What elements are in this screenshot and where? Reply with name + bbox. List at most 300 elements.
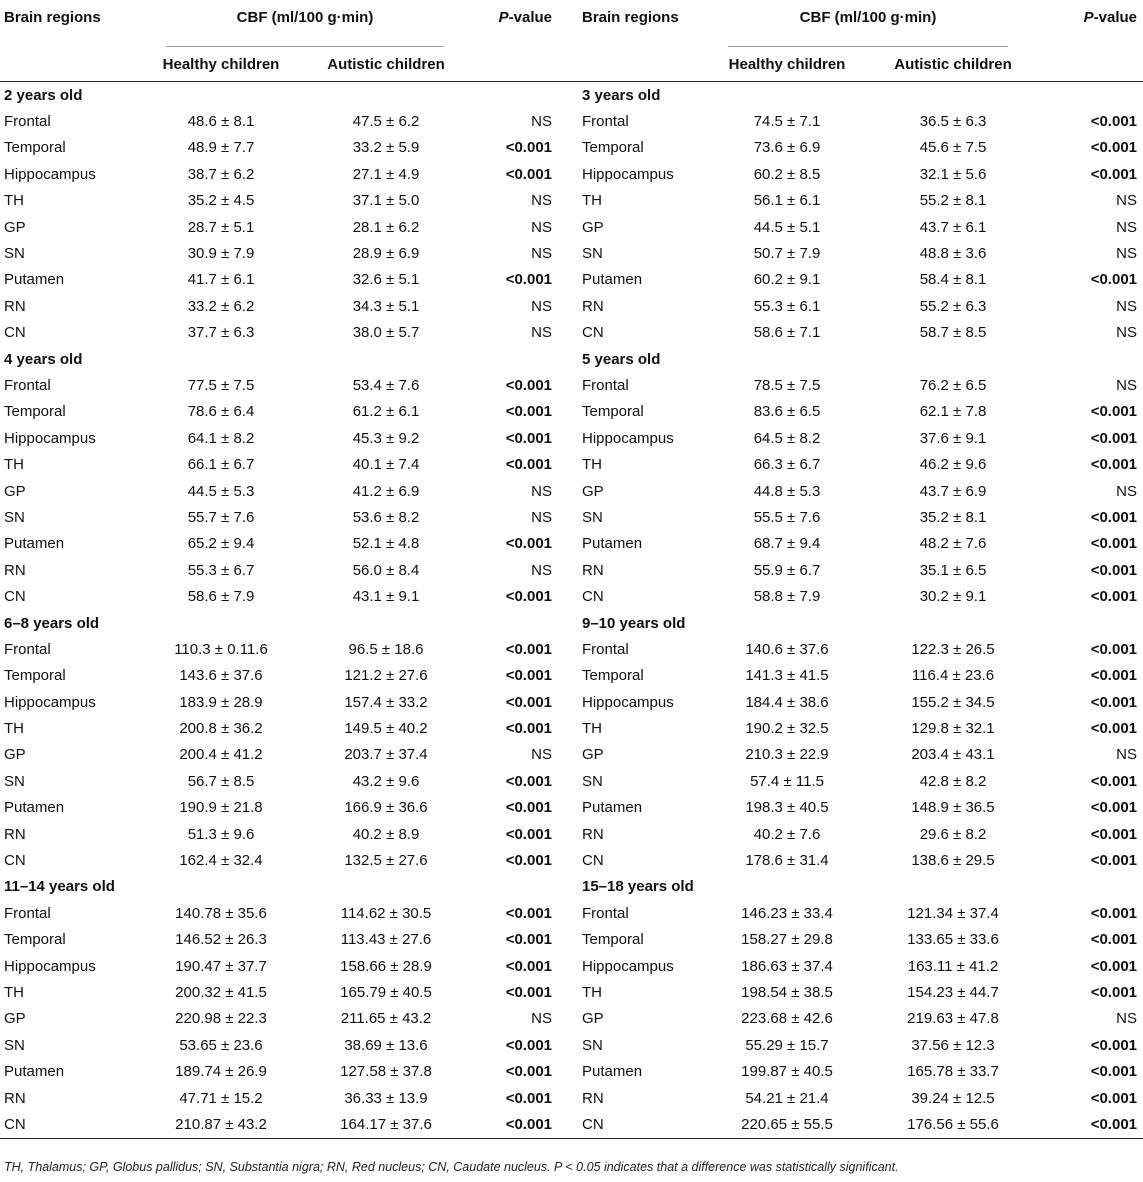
region-cell: CN	[570, 1111, 702, 1138]
autistic-value: 203.4 ± 43.1	[911, 746, 995, 764]
autistic-value: 39.24 ± 12.5	[911, 1089, 995, 1107]
region-cell: RN	[582, 297, 604, 315]
p-value: <0.001	[1034, 1111, 1143, 1138]
table-row	[0, 240, 1143, 266]
table-row	[0, 663, 1143, 689]
region-cell: SN	[4, 1036, 25, 1054]
table-row	[0, 1006, 1143, 1032]
healthy-value: 55.7 ± 7.6	[187, 508, 255, 526]
healthy-value: 58.8 ± 7.9	[753, 588, 821, 606]
p-value: <0.001	[505, 640, 552, 658]
healthy-value: 143.6 ± 37.6	[179, 667, 263, 685]
p-value: NS	[531, 1010, 552, 1028]
healthy-value: 190.9 ± 21.8	[179, 799, 263, 817]
autistic-value: 158.66 ± 28.9	[340, 957, 432, 975]
autistic-value: 32.1 ± 5.6	[919, 165, 987, 183]
p-value: <0.001	[505, 825, 552, 843]
p-value: NS	[1116, 218, 1137, 236]
healthy-value: 198.54 ± 38.5	[741, 983, 833, 1001]
autistic-value: 165.79 ± 40.5	[340, 983, 432, 1001]
autistic-value: 42.8 ± 8.2	[919, 772, 987, 790]
autistic-value: 138.6 ± 29.5	[911, 852, 995, 870]
healthy-value: 44.5 ± 5.3	[187, 482, 255, 500]
region-cell: TH	[4, 720, 24, 738]
p-value: <0.001	[505, 772, 552, 790]
healthy-value: 65.2 ± 9.4	[187, 535, 255, 553]
region-cell: GP	[4, 218, 26, 236]
p-value: <0.001	[1090, 640, 1137, 658]
autistic-value: 133.65 ± 33.6	[907, 931, 999, 949]
region-cell: CN	[4, 324, 26, 342]
autistic-value: 58.4 ± 8.1	[919, 271, 987, 289]
table-header	[0, 0, 1143, 82]
region-cell: Hippocampus	[582, 429, 674, 447]
healthy-value: 73.6 ± 6.9	[753, 139, 821, 157]
healthy-value: 183.9 ± 28.9	[179, 693, 263, 711]
region-cell: SN	[582, 1036, 603, 1054]
group-label: 6–8 years old	[4, 614, 100, 632]
table-row	[0, 372, 1143, 398]
region-cell: GP	[582, 1010, 604, 1028]
p-value: NS	[531, 324, 552, 342]
region-cell: Temporal	[4, 403, 66, 421]
table-row	[0, 1111, 1143, 1138]
p-value: <0.001	[505, 720, 552, 738]
p-value: <0.001	[505, 931, 552, 949]
region-cell: Putamen	[582, 799, 643, 817]
p-value: NS	[1116, 324, 1137, 342]
p-value: <0.001	[505, 456, 552, 474]
healthy-value: 54.21 ± 21.4	[745, 1089, 829, 1107]
p-value: NS	[1116, 1010, 1137, 1028]
group-row	[0, 82, 1143, 109]
healthy-value: 110.3 ± 0.11.6	[174, 640, 268, 658]
table-row	[0, 900, 1143, 926]
autistic-value: 52.1 ± 4.8	[352, 535, 420, 553]
healthy-value: 140.78 ± 35.6	[175, 904, 267, 922]
region-cell: SN	[4, 508, 25, 526]
table-row	[0, 293, 1143, 319]
region-cell: CN	[582, 852, 604, 870]
p-value: NS	[531, 482, 552, 500]
healthy-value: 200.8 ± 36.2	[179, 720, 263, 738]
region-cell: TH	[582, 983, 602, 1001]
healthy-value: 58.6 ± 7.1	[753, 324, 821, 342]
region-cell: RN	[4, 297, 26, 315]
region-cell: Hippocampus	[582, 693, 674, 711]
p-value: NS	[531, 746, 552, 764]
autistic-value: 58.7 ± 8.5	[919, 324, 987, 342]
region-cell: Hippocampus	[582, 957, 674, 975]
healthy-value: 56.7 ± 8.5	[187, 772, 255, 790]
autistic-value: 53.4 ± 7.6	[352, 376, 420, 394]
table-row	[0, 927, 1143, 953]
p-value: <0.001	[505, 693, 552, 711]
healthy-value: 60.2 ± 9.1	[753, 271, 821, 289]
region-cell: TH	[582, 192, 602, 210]
autistic-value: 176.56 ± 55.6	[872, 1111, 1034, 1138]
healthy-value: 146.23 ± 33.4	[741, 904, 833, 922]
p-value: <0.001	[1090, 720, 1137, 738]
autistic-value: 48.2 ± 7.6	[919, 535, 987, 553]
p-value: <0.001	[1090, 456, 1137, 474]
table-row	[0, 768, 1143, 794]
region-cell: GP	[582, 218, 604, 236]
healthy-value: 44.5 ± 5.1	[753, 218, 821, 236]
table-row	[0, 531, 1143, 557]
p-value: <0.001	[1090, 429, 1137, 447]
autistic-value: 33.2 ± 5.9	[352, 139, 420, 157]
autistic-value: 40.1 ± 7.4	[352, 456, 420, 474]
healthy-value: 77.5 ± 7.5	[187, 376, 255, 394]
healthy-value: 189.74 ± 26.9	[175, 1063, 267, 1081]
healthy-value: 186.63 ± 37.4	[741, 957, 833, 975]
p-value: <0.001	[505, 1089, 552, 1107]
region-cell: GP	[582, 746, 604, 764]
region-cell: Hippocampus	[4, 957, 96, 975]
healthy-value: 41.7 ± 6.1	[187, 271, 255, 289]
header-autistic: Autistic children	[327, 55, 445, 73]
autistic-value: 41.2 ± 6.9	[352, 482, 420, 500]
header-cbf: CBF (ml/100 g·min)	[140, 0, 470, 47]
autistic-value: 165.78 ± 33.7	[907, 1063, 999, 1081]
header-p-value: P-value	[1083, 9, 1137, 26]
autistic-value: 34.3 ± 5.1	[352, 297, 420, 315]
autistic-value: 129.8 ± 32.1	[911, 720, 995, 738]
autistic-value: 211.65 ± 43.2	[340, 1010, 432, 1028]
region-cell: Frontal	[582, 113, 629, 131]
region-cell: Temporal	[4, 931, 66, 949]
autistic-value: 164.17 ± 37.6	[302, 1111, 470, 1138]
autistic-value: 48.8 ± 3.6	[919, 245, 987, 263]
region-cell: Frontal	[582, 640, 629, 658]
autistic-value: 47.5 ± 6.2	[352, 113, 420, 131]
p-value: NS	[1116, 376, 1137, 394]
autistic-value: 55.2 ± 6.3	[919, 297, 987, 315]
region-cell: RN	[4, 825, 26, 843]
autistic-value: 155.2 ± 34.5	[911, 693, 995, 711]
region-cell: SN	[582, 245, 603, 263]
region-cell: SN	[582, 508, 603, 526]
healthy-value: 58.6 ± 7.9	[187, 588, 255, 606]
healthy-value: 198.3 ± 40.5	[745, 799, 829, 817]
region-cell: SN	[4, 245, 25, 263]
region-cell: Putamen	[582, 271, 643, 289]
autistic-value: 121.34 ± 37.4	[907, 904, 999, 922]
region-cell: SN	[4, 772, 25, 790]
autistic-value: 56.0 ± 8.4	[352, 561, 420, 579]
header-healthy: Healthy children	[162, 55, 280, 73]
p-value: NS	[531, 192, 552, 210]
autistic-value: 148.9 ± 36.5	[911, 799, 995, 817]
region-cell: Frontal	[4, 376, 51, 394]
region-cell: Putamen	[4, 271, 65, 289]
p-value: <0.001	[1090, 561, 1137, 579]
region-cell: RN	[582, 1089, 604, 1107]
group-label: 4 years old	[4, 350, 83, 368]
autistic-value: 38.0 ± 5.7	[352, 324, 420, 342]
region-cell: Putamen	[4, 1063, 65, 1081]
p-value: <0.001	[505, 535, 552, 553]
autistic-value: 29.6 ± 8.2	[919, 825, 987, 843]
region-cell: Frontal	[582, 904, 629, 922]
healthy-value: 28.7 ± 5.1	[187, 218, 255, 236]
table-row	[0, 636, 1143, 662]
table-row	[0, 557, 1143, 583]
autistic-value: 27.1 ± 4.9	[352, 165, 420, 183]
autistic-value: 45.6 ± 7.5	[919, 139, 987, 157]
p-value: NS	[1116, 245, 1137, 263]
healthy-value: 184.4 ± 38.6	[745, 693, 829, 711]
p-value: <0.001	[1090, 667, 1137, 685]
autistic-value: 32.6 ± 5.1	[352, 271, 420, 289]
group-label: 5 years old	[582, 350, 661, 368]
healthy-value: 64.5 ± 8.2	[753, 429, 821, 447]
table-row	[0, 953, 1143, 979]
autistic-value: 122.3 ± 26.5	[911, 640, 995, 658]
group-label: 11–14 years old	[4, 878, 115, 896]
table-row	[0, 267, 1143, 293]
p-value: <0.001	[1090, 693, 1137, 711]
healthy-value: 37.7 ± 6.3	[187, 324, 255, 342]
table-row	[0, 108, 1143, 134]
p-value: <0.001	[505, 983, 552, 1001]
healthy-value: 60.2 ± 8.5	[753, 165, 821, 183]
healthy-value: 220.98 ± 22.3	[175, 1010, 267, 1028]
autistic-value: 76.2 ± 6.5	[919, 376, 987, 394]
healthy-value: 162.4 ± 32.4	[179, 852, 263, 870]
region-cell: Putamen	[4, 535, 65, 553]
healthy-value: 78.6 ± 6.4	[187, 403, 255, 421]
region-cell: GP	[4, 482, 26, 500]
region-cell: RN	[4, 561, 26, 579]
p-value: NS	[531, 508, 552, 526]
region-cell: Frontal	[4, 904, 51, 922]
table-row	[0, 795, 1143, 821]
p-value: <0.001	[505, 139, 552, 157]
region-cell: RN	[582, 825, 604, 843]
healthy-value: 223.68 ± 42.6	[741, 1010, 833, 1028]
region-cell: TH	[4, 456, 24, 474]
healthy-value: 190.47 ± 37.7	[175, 957, 267, 975]
autistic-value: 35.1 ± 6.5	[919, 561, 987, 579]
autistic-value: 116.4 ± 23.6	[911, 667, 995, 685]
region-cell: CN	[582, 588, 604, 606]
healthy-value: 83.6 ± 6.5	[753, 403, 821, 421]
healthy-value: 48.6 ± 8.1	[187, 113, 255, 131]
healthy-value: 210.87 ± 43.2	[140, 1111, 302, 1138]
region-cell: Temporal	[4, 139, 66, 157]
table-row	[0, 689, 1143, 715]
healthy-value: 199.87 ± 40.5	[741, 1063, 833, 1081]
healthy-value: 200.32 ± 41.5	[175, 983, 267, 1001]
autistic-value: 43.7 ± 6.9	[919, 482, 987, 500]
healthy-value: 35.2 ± 4.5	[187, 192, 255, 210]
p-value: <0.001	[505, 904, 552, 922]
region-cell: GP	[582, 482, 604, 500]
autistic-value: 55.2 ± 8.1	[919, 192, 987, 210]
header-healthy: Healthy children	[728, 55, 846, 73]
table-row	[0, 188, 1143, 214]
p-value: <0.001	[1090, 799, 1137, 817]
region-cell: GP	[4, 746, 26, 764]
autistic-value: 35.2 ± 8.1	[919, 508, 987, 526]
table-row	[0, 1085, 1143, 1111]
region-cell: Hippocampus	[4, 429, 96, 447]
table-row	[0, 478, 1143, 504]
healthy-value: 200.4 ± 41.2	[179, 746, 263, 764]
autistic-value: 163.11 ± 41.2	[907, 957, 999, 975]
autistic-value: 38.69 ± 13.6	[344, 1036, 428, 1054]
region-cell: Temporal	[582, 403, 644, 421]
healthy-value: 146.52 ± 26.3	[175, 931, 267, 949]
autistic-value: 53.6 ± 8.2	[352, 508, 420, 526]
autistic-value: 166.9 ± 36.6	[344, 799, 428, 817]
healthy-value: 50.7 ± 7.9	[753, 245, 821, 263]
p-value: <0.001	[1090, 852, 1137, 870]
autistic-value: 113.43 ± 27.6	[340, 931, 432, 949]
healthy-value: 57.4 ± 11.5	[750, 772, 824, 790]
region-cell: Temporal	[582, 139, 644, 157]
p-value: NS	[1116, 297, 1137, 315]
autistic-value: 154.23 ± 44.7	[907, 983, 999, 1001]
region-cell: TH	[582, 720, 602, 738]
p-value: <0.001	[1090, 1036, 1137, 1054]
healthy-value: 74.5 ± 7.1	[753, 113, 821, 131]
autistic-value: 30.2 ± 9.1	[919, 588, 987, 606]
table-row	[0, 214, 1143, 240]
p-value: <0.001	[1090, 588, 1137, 606]
region-cell: Frontal	[4, 640, 51, 658]
autistic-value: 40.2 ± 8.9	[352, 825, 420, 843]
autistic-value: 61.2 ± 6.1	[352, 403, 420, 421]
p-value: <0.001	[1090, 113, 1137, 131]
p-value: <0.001	[505, 1063, 552, 1081]
p-value: <0.001	[505, 957, 552, 975]
p-value: NS	[531, 113, 552, 131]
group-row	[0, 610, 1143, 636]
region-cell: TH	[582, 456, 602, 474]
p-value: <0.001	[505, 271, 552, 289]
region-cell: CN	[582, 324, 604, 342]
region-cell: Hippocampus	[4, 165, 96, 183]
healthy-value: 66.3 ± 6.7	[753, 456, 821, 474]
region-cell: CN	[4, 852, 26, 870]
autistic-value: 43.7 ± 6.1	[919, 218, 987, 236]
autistic-value: 28.9 ± 6.9	[352, 245, 420, 263]
autistic-value: 127.58 ± 37.8	[340, 1063, 432, 1081]
table-row	[0, 1032, 1143, 1058]
p-value: NS	[1116, 482, 1137, 500]
autistic-value: 121.2 ± 27.6	[344, 667, 428, 685]
group-label: 9–10 years old	[582, 614, 686, 632]
healthy-value: 141.3 ± 41.5	[745, 667, 829, 685]
region-cell: Frontal	[4, 113, 51, 131]
p-value: NS	[1116, 192, 1137, 210]
region-cell: Putamen	[582, 535, 643, 553]
p-value: NS	[531, 297, 552, 315]
p-value: <0.001	[1090, 165, 1137, 183]
table-row	[0, 715, 1143, 741]
autistic-value: 219.63 ± 47.8	[907, 1010, 999, 1028]
region-cell: Frontal	[582, 376, 629, 394]
autistic-value: 43.2 ± 9.6	[352, 772, 420, 790]
healthy-value: 68.7 ± 9.4	[753, 535, 821, 553]
header-brain-regions: Brain regions	[582, 9, 679, 26]
p-value: <0.001	[470, 1111, 570, 1138]
autistic-value: 45.3 ± 9.2	[352, 429, 420, 447]
autistic-value: 46.2 ± 9.6	[919, 456, 987, 474]
table-row	[0, 451, 1143, 477]
p-value: <0.001	[1090, 508, 1137, 526]
region-cell: Hippocampus	[582, 165, 674, 183]
p-value: NS	[531, 245, 552, 263]
table-row	[0, 161, 1143, 187]
table-row	[0, 1058, 1143, 1084]
autistic-value: 36.33 ± 13.9	[344, 1089, 428, 1107]
table-row	[0, 742, 1143, 768]
autistic-value: 114.62 ± 30.5	[340, 904, 432, 922]
region-cell: TH	[4, 192, 24, 210]
healthy-value: 64.1 ± 8.2	[187, 429, 255, 447]
healthy-value: 55.3 ± 6.1	[753, 297, 821, 315]
group-row	[0, 874, 1143, 900]
healthy-value: 33.2 ± 6.2	[187, 297, 255, 315]
p-value: <0.001	[1090, 1063, 1137, 1081]
healthy-value: 38.7 ± 6.2	[187, 165, 255, 183]
table-row	[0, 504, 1143, 530]
region-cell: GP	[4, 1010, 26, 1028]
region-cell: TH	[4, 983, 24, 1001]
healthy-value: 53.65 ± 23.6	[179, 1036, 263, 1054]
region-cell: CN	[4, 588, 26, 606]
autistic-value: 43.1 ± 9.1	[352, 588, 420, 606]
p-value: <0.001	[505, 1036, 552, 1054]
healthy-value: 48.9 ± 7.7	[187, 139, 255, 157]
region-cell: CN	[0, 1111, 140, 1138]
table-row	[0, 847, 1143, 873]
p-value: <0.001	[505, 852, 552, 870]
table-row	[0, 979, 1143, 1005]
header-cbf: CBF (ml/100 g·min)	[702, 0, 1034, 47]
p-value: <0.001	[1090, 957, 1137, 975]
healthy-value: 30.9 ± 7.9	[187, 245, 255, 263]
healthy-value: 78.5 ± 7.5	[753, 376, 821, 394]
healthy-value: 55.3 ± 6.7	[187, 561, 255, 579]
autistic-value: 36.5 ± 6.3	[919, 113, 987, 131]
region-cell: Temporal	[582, 667, 644, 685]
table-footnote: TH, Thalamus; GP, Globus pallidus; SN, Substantia nigra; RN, Red nucleus; CN, Caudate nucleus. P < 0.05 indicates that a difference was statistically significant.	[4, 1160, 899, 1174]
region-cell: RN	[582, 561, 604, 579]
table-row	[0, 320, 1143, 346]
header-autistic: Autistic children	[894, 55, 1012, 73]
autistic-value: 96.5 ± 18.6	[348, 640, 424, 658]
healthy-value: 210.3 ± 22.9	[745, 746, 829, 764]
table-row	[0, 583, 1143, 609]
healthy-value: 47.71 ± 15.2	[179, 1089, 263, 1107]
autistic-value: 37.6 ± 9.1	[919, 429, 987, 447]
region-cell: SN	[582, 772, 603, 790]
p-value: <0.001	[505, 376, 552, 394]
autistic-value: 62.1 ± 7.8	[919, 403, 987, 421]
p-value: <0.001	[1090, 772, 1137, 790]
p-value: <0.001	[1090, 825, 1137, 843]
p-value: <0.001	[1090, 904, 1137, 922]
p-value: NS	[1116, 746, 1137, 764]
p-value: NS	[531, 218, 552, 236]
healthy-value: 66.1 ± 6.7	[187, 456, 255, 474]
region-cell: Temporal	[4, 667, 66, 685]
